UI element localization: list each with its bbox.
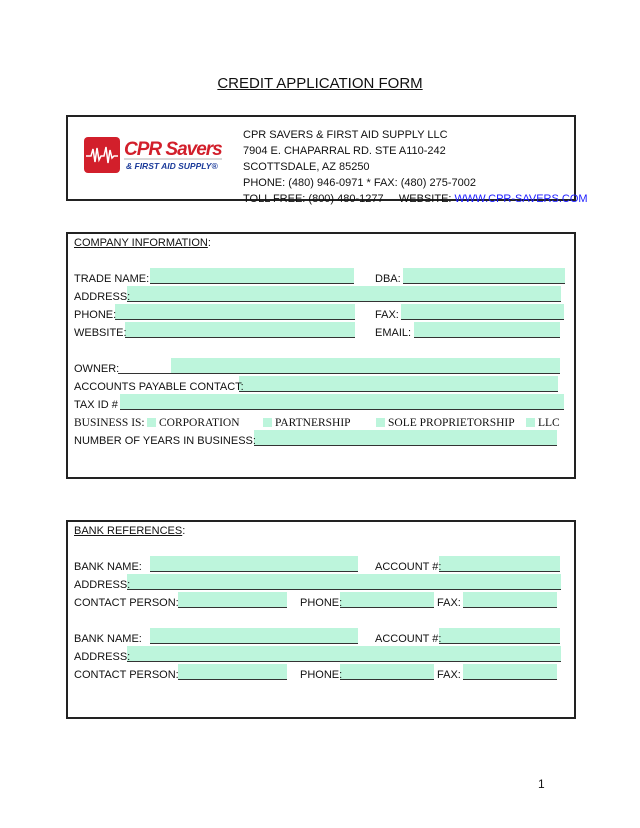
ap-contact-label: ACCOUNTS PAYABLE CONTACT: <box>74 381 244 393</box>
bank-phone-label-2: PHONE: <box>300 669 343 681</box>
phone-label: PHONE: <box>74 309 117 321</box>
trade-name-field[interactable] <box>150 268 354 284</box>
address-label: ADDRESS: <box>74 291 131 303</box>
page-title: CREDIT APPLICATION FORM <box>217 75 423 92</box>
account-label-1: ACCOUNT #: <box>375 561 442 573</box>
account-field-2[interactable] <box>439 628 560 644</box>
checkbox-partnership[interactable]: PARTNERSHIP <box>263 416 351 430</box>
contact-person-label-2: CONTACT PERSON: <box>74 669 179 681</box>
owner-label: OWNER: <box>74 363 120 375</box>
email-label: EMAIL: <box>375 327 412 339</box>
company-city: SCOTTSDALE, AZ 85250 <box>243 161 370 173</box>
bank-fax-label-2: FAX: <box>437 669 461 681</box>
bank-phone-field-1[interactable] <box>340 592 434 608</box>
bank-address-field-1[interactable] <box>127 574 561 590</box>
ap-contact-field[interactable] <box>239 376 558 392</box>
checkbox-icon[interactable] <box>263 418 272 427</box>
address-field[interactable] <box>127 286 561 302</box>
company-heading: COMPANY INFORMATION: <box>74 237 211 249</box>
company-street: 7904 E. CHAPARRAL RD. STE A110-242 <box>243 145 446 157</box>
company-name: CPR SAVERS & FIRST AID SUPPLY LLC <box>243 129 448 141</box>
owner-field[interactable] <box>171 358 560 374</box>
bank-fax-field-2[interactable] <box>463 664 557 680</box>
business-is-label: BUSINESS IS: <box>74 417 145 429</box>
checkbox-sole-proprietorship[interactable]: SOLE PROPRIETORSHIP <box>376 416 515 430</box>
website-label: WEBSITE: <box>74 327 127 339</box>
email-field[interactable] <box>414 322 560 338</box>
svg-text:& FIRST AID SUPPLY®: & FIRST AID SUPPLY® <box>126 161 218 171</box>
website-link[interactable]: WWW.CPR-SAVERS.COM <box>454 193 588 205</box>
checkbox-icon[interactable] <box>526 418 535 427</box>
fax-label: FAX: <box>375 309 399 321</box>
years-in-business-field[interactable] <box>254 430 557 446</box>
company-contact-info <box>243 127 588 207</box>
contact-person-label-1: CONTACT PERSON: <box>74 597 179 609</box>
bank-name-field-2[interactable] <box>150 628 358 644</box>
bank-address-label-2: ADDRESS: <box>74 651 131 663</box>
contact-person-field-2[interactable] <box>178 664 287 680</box>
owner-underline <box>118 373 171 374</box>
website-field[interactable] <box>125 322 355 338</box>
checkbox-llc[interactable]: LLC <box>526 416 560 430</box>
bank-name-field-1[interactable] <box>150 556 358 572</box>
bank-name-label-2: BANK NAME: <box>74 633 142 645</box>
checkbox-corporation[interactable]: CORPORATION <box>147 416 240 430</box>
bank-fax-label-1: FAX: <box>437 597 461 609</box>
dba-label: DBA: <box>375 273 401 285</box>
bank-address-field-2[interactable] <box>127 646 561 662</box>
account-field-1[interactable] <box>439 556 560 572</box>
bank-heading: BANK REFERENCES: <box>74 525 186 537</box>
bank-fax-field-1[interactable] <box>463 592 557 608</box>
toll-free: TOLL FREE: (800) 480-1277 WEBSITE: <box>243 193 455 205</box>
svg-text:CPR Savers: CPR Savers <box>124 139 222 160</box>
bank-phone-field-2[interactable] <box>340 664 434 680</box>
dba-field[interactable] <box>403 268 565 284</box>
company-phone-fax: PHONE: (480) 946-0971 * FAX: (480) 275-7002 <box>243 177 476 189</box>
contact-person-field-1[interactable] <box>178 592 287 608</box>
checkbox-icon[interactable] <box>147 418 156 427</box>
page-number: 1 <box>538 777 545 791</box>
account-label-2: ACCOUNT #: <box>375 633 442 645</box>
bank-name-label-1: BANK NAME: <box>74 561 142 573</box>
cpr-savers-logo <box>84 136 224 179</box>
years-in-business-label: NUMBER OF YEARS IN BUSINESS: <box>74 435 256 447</box>
bank-references-section <box>66 520 576 719</box>
bank-phone-label-1: PHONE: <box>300 597 343 609</box>
trade-name-label: TRADE NAME: <box>74 273 150 285</box>
phone-field[interactable] <box>115 304 355 320</box>
fax-field[interactable] <box>401 304 564 320</box>
tax-id-label: TAX ID # <box>74 399 118 411</box>
bank-address-label-1: ADDRESS: <box>74 579 131 591</box>
checkbox-icon[interactable] <box>376 418 385 427</box>
tax-id-field[interactable] <box>120 394 564 410</box>
